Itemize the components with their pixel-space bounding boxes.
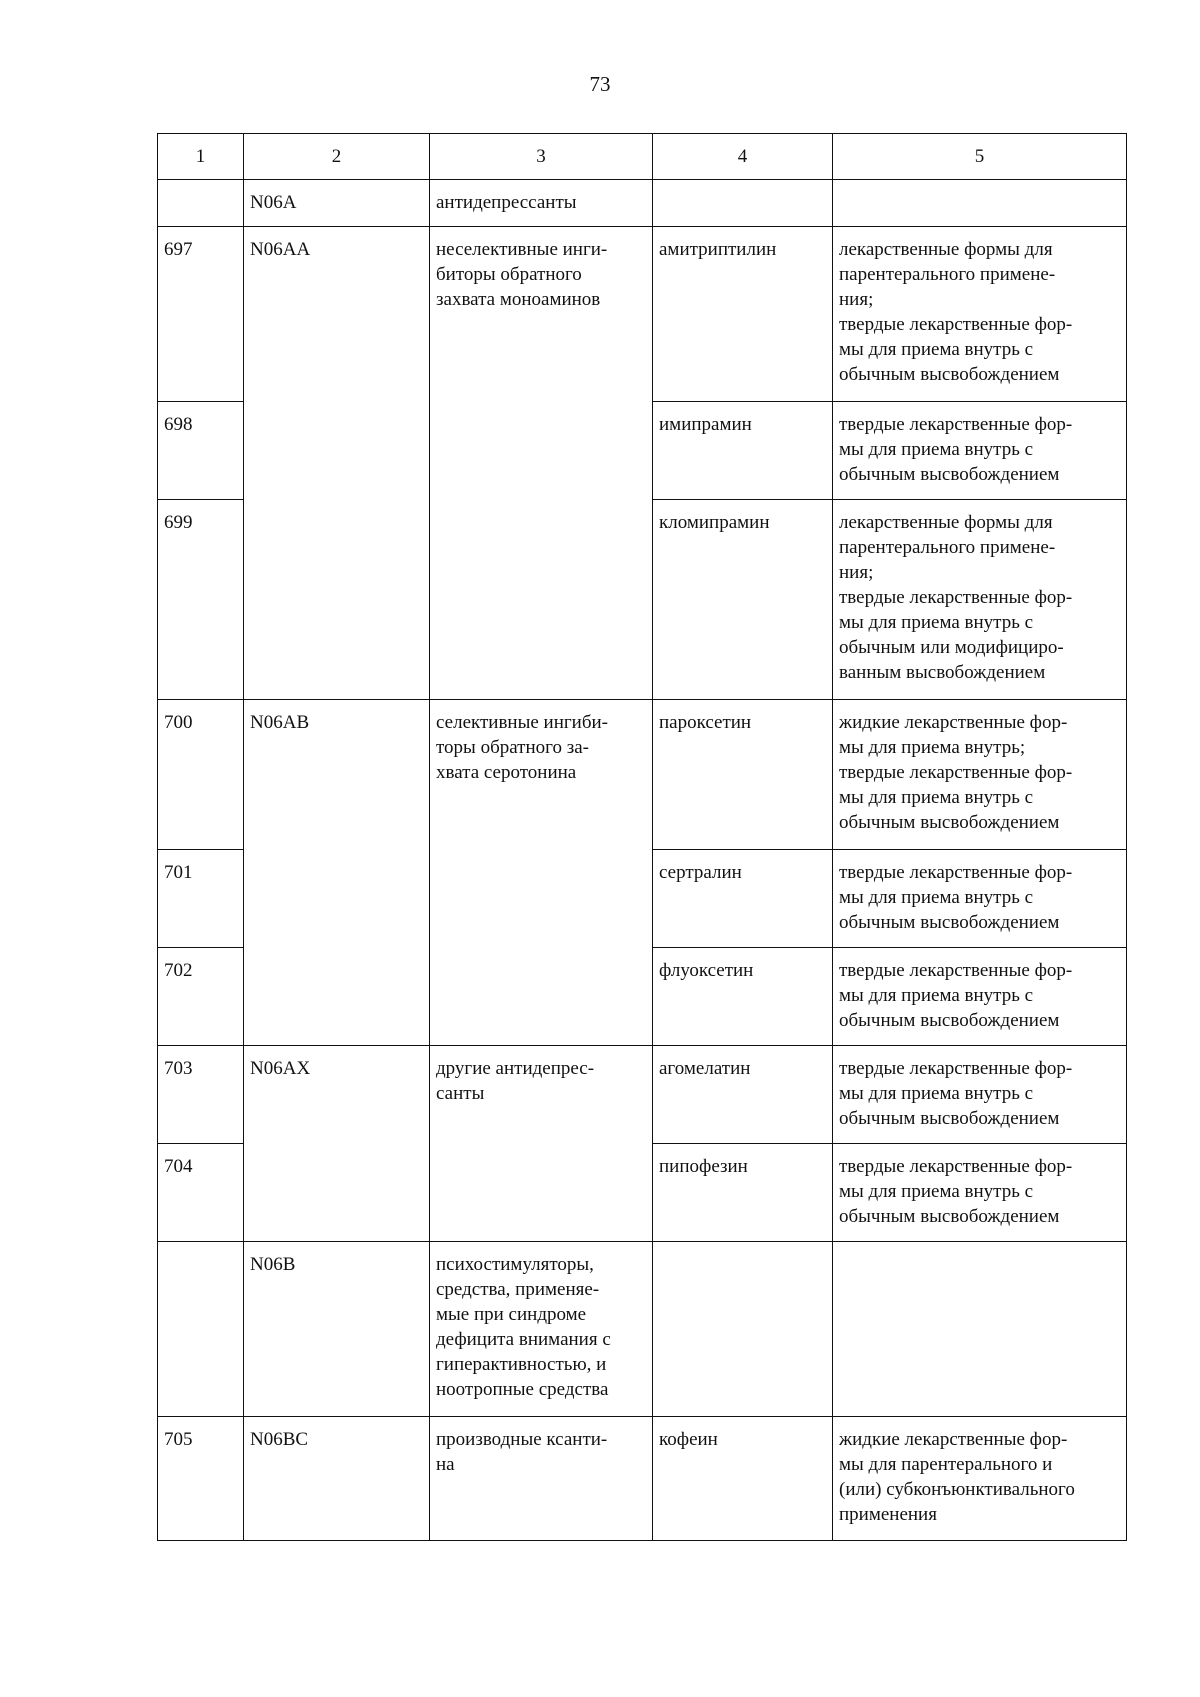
table-row (158, 1046, 1127, 1144)
row-number-cell (158, 1242, 244, 1417)
atc-code-cell: N06B (244, 1242, 430, 1417)
group-name-cell: неселективные инги- биторы обратного захвата моноаминов (430, 227, 653, 700)
dosage-forms-cell: лекарственные формы для парентерального примене- ния; твердые лекарственные фор- мы для приема внутрь с обычным или модифициро- ванным высвобождением (833, 500, 1127, 700)
drug-classification-table (157, 133, 1127, 1541)
drug-name-cell: амитриптилин (653, 227, 833, 402)
dosage-forms-cell: лекарственные формы для парентерального примене- ния; твердые лекарственные фор- мы для приема внутрь с обычным высвобождением (833, 227, 1127, 402)
row-number-cell: 703 (158, 1046, 244, 1144)
dosage-forms-cell (833, 1242, 1127, 1417)
drug-name-cell: сертралин (653, 850, 833, 948)
dosage-forms-cell: твердые лекарственные фор- мы для приема внутрь с обычным высвобождением (833, 402, 1127, 500)
drug-name-cell: имипрамин (653, 402, 833, 500)
page-number: 73 (589, 72, 611, 96)
row-number-cell: 700 (158, 700, 244, 850)
dosage-forms-cell: твердые лекарственные фор- мы для приема внутрь с обычным высвобождением (833, 1144, 1127, 1242)
group-name-cell: антидепрессанты (430, 180, 653, 227)
table-row (158, 1417, 1127, 1541)
dosage-forms-cell (833, 180, 1127, 227)
drug-name-cell (653, 180, 833, 227)
drug-name-cell (653, 1242, 833, 1417)
drug-name-cell: кофеин (653, 1417, 833, 1541)
row-number-cell: 697 (158, 227, 244, 402)
table-row (158, 1242, 1127, 1417)
row-number-cell: 704 (158, 1144, 244, 1242)
row-number-cell: 701 (158, 850, 244, 948)
header-col-2: 2 (244, 134, 430, 180)
drug-name-cell: флуоксетин (653, 948, 833, 1046)
atc-code-cell: N06AB (244, 700, 430, 1046)
drug-name-cell: агомелатин (653, 1046, 833, 1144)
group-name-cell: селективные ингиби- торы обратного за- хвата серотонина (430, 700, 653, 1046)
atc-code-cell: N06AA (244, 227, 430, 700)
row-number-cell: 705 (158, 1417, 244, 1541)
drug-name-cell: пароксетин (653, 700, 833, 850)
row-number-cell: 702 (158, 948, 244, 1046)
atc-code-cell: N06AX (244, 1046, 430, 1242)
group-name-cell: производные ксанти- на (430, 1417, 653, 1541)
header-col-4: 4 (653, 134, 833, 180)
atc-code-cell: N06A (244, 180, 430, 227)
dosage-forms-cell: жидкие лекарственные фор- мы для парентерального и (или) субконъюнктивального применения (833, 1417, 1127, 1541)
row-number-cell (158, 180, 244, 227)
header-row (158, 134, 1127, 180)
header-col-5: 5 (833, 134, 1127, 180)
table-row (158, 227, 1127, 402)
header-col-1: 1 (158, 134, 244, 180)
drug-name-cell: пипофезин (653, 1144, 833, 1242)
row-number-cell: 699 (158, 500, 244, 700)
group-name-cell: другие антидепрес- санты (430, 1046, 653, 1242)
header-col-3: 3 (430, 134, 653, 180)
dosage-forms-cell: жидкие лекарственные фор- мы для приема внутрь; твердые лекарственные фор- мы для приема внутрь с обычным высвобождением (833, 700, 1127, 850)
dosage-forms-cell: твердые лекарственные фор- мы для приема внутрь с обычным высвобождением (833, 1046, 1127, 1144)
dosage-forms-cell: твердые лекарственные фор- мы для приема внутрь с обычным высвобождением (833, 948, 1127, 1046)
atc-code-cell: N06BC (244, 1417, 430, 1541)
drug-name-cell: кломипрамин (653, 500, 833, 700)
table-row (158, 180, 1127, 227)
row-number-cell: 698 (158, 402, 244, 500)
group-name-cell: психостимуляторы, средства, применяе- мые при синдроме дефицита внимания с гиперактивностью, и ноотропные средства (430, 1242, 653, 1417)
dosage-forms-cell: твердые лекарственные фор- мы для приема внутрь с обычным высвобождением (833, 850, 1127, 948)
table-row (158, 700, 1127, 850)
